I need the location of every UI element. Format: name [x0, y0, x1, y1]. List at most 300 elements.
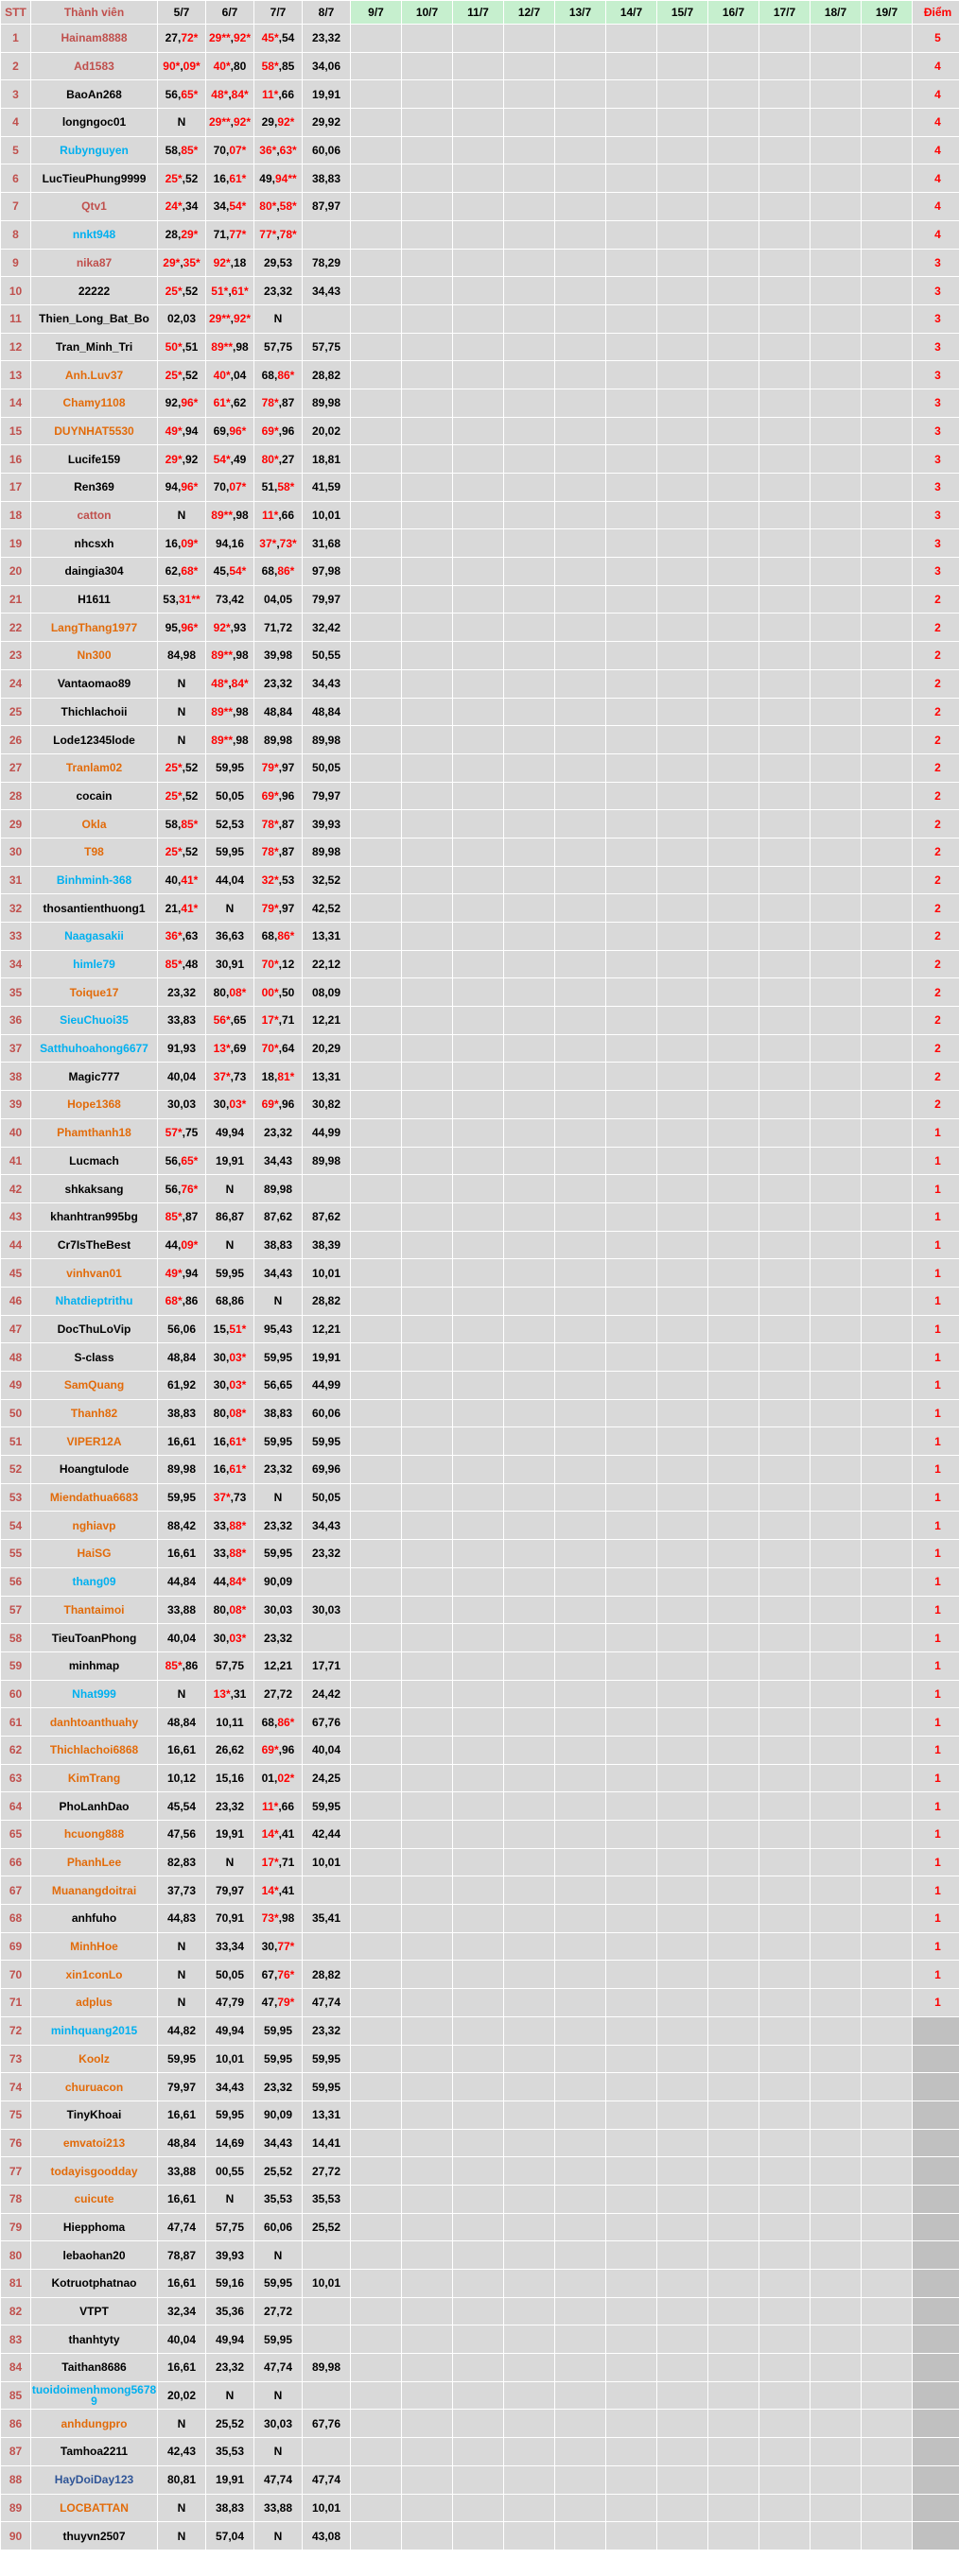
score-cell: 28,82 — [303, 361, 351, 389]
empty-cell — [759, 753, 811, 782]
score-cell: 59,95 — [254, 1343, 303, 1372]
empty-cell — [555, 1372, 606, 1400]
empty-cell — [504, 1063, 555, 1091]
score-cell: 14,69 — [206, 2129, 254, 2157]
empty-cell — [862, 1118, 913, 1147]
empty-cell — [555, 2381, 606, 2410]
empty-cell — [657, 698, 708, 726]
empty-cell — [606, 25, 657, 53]
table-row — [1, 1063, 959, 1091]
empty-cell — [504, 2522, 555, 2550]
score-cell: 89**,98 — [206, 501, 254, 529]
table-row — [1, 1202, 959, 1231]
empty-cell — [351, 249, 402, 277]
empty-cell — [555, 1091, 606, 1119]
empty-cell — [504, 1567, 555, 1596]
table-row — [1, 1091, 959, 1119]
points-cell: 2 — [913, 753, 959, 782]
score-cell: 59,95 — [254, 1427, 303, 1456]
empty-cell — [862, 2129, 913, 2157]
table-row — [1, 1512, 959, 1540]
score-cell: 90,09 — [254, 1567, 303, 1596]
empty-cell — [402, 2129, 453, 2157]
score-cell: 68,86* — [254, 923, 303, 951]
empty-cell — [351, 1259, 402, 1288]
score-cell: N — [158, 2410, 206, 2438]
empty-cell — [351, 2494, 402, 2522]
score-cell: 45*,54 — [254, 25, 303, 53]
header-date: 6/7 — [206, 1, 254, 25]
empty-cell — [555, 2410, 606, 2438]
score-cell: 47,74 — [303, 1989, 351, 2017]
empty-cell — [862, 2241, 913, 2270]
score-cell: 10,01 — [206, 2045, 254, 2073]
empty-cell — [453, 1876, 504, 1905]
empty-cell — [708, 1624, 759, 1652]
empty-cell — [657, 109, 708, 137]
score-cell: 85*,86 — [158, 1651, 206, 1680]
empty-cell — [453, 1708, 504, 1737]
score-cell: 23,32 — [158, 978, 206, 1007]
empty-cell — [351, 810, 402, 838]
empty-cell — [862, 80, 913, 109]
empty-cell — [555, 136, 606, 164]
score-cell: 59,95 — [303, 1427, 351, 1456]
empty-cell — [606, 52, 657, 80]
empty-cell — [606, 2157, 657, 2186]
table-row — [1, 1399, 959, 1427]
row-number: 28 — [1, 782, 31, 810]
empty-cell — [504, 1876, 555, 1905]
table-row — [1, 2354, 959, 2382]
empty-cell — [862, 1624, 913, 1652]
empty-cell — [708, 1512, 759, 1540]
score-cell: 38,39 — [303, 1231, 351, 1259]
score-cell: 34,43 — [254, 1259, 303, 1288]
score-cell: 10,11 — [206, 1708, 254, 1737]
empty-cell — [351, 1764, 402, 1792]
empty-cell — [504, 529, 555, 558]
score-cell: 10,01 — [303, 1848, 351, 1876]
table-row — [1, 1372, 959, 1400]
empty-cell — [606, 585, 657, 614]
empty-cell — [759, 333, 811, 361]
empty-cell — [351, 445, 402, 474]
table-row — [1, 1821, 959, 1849]
member-name: Thien_Long_Bat_Bo — [31, 304, 158, 333]
empty-cell — [606, 614, 657, 642]
empty-cell — [402, 333, 453, 361]
empty-cell — [759, 894, 811, 923]
empty-cell — [351, 1202, 402, 1231]
empty-cell — [453, 698, 504, 726]
empty-cell — [351, 1118, 402, 1147]
empty-cell — [555, 2297, 606, 2325]
table-row — [1, 1175, 959, 1203]
member-name: Tamhoa2211 — [31, 2438, 158, 2466]
empty-cell — [657, 1596, 708, 1624]
empty-cell — [351, 304, 402, 333]
empty-cell — [657, 25, 708, 53]
empty-cell — [402, 220, 453, 249]
score-cell: 40,04 — [158, 1624, 206, 1652]
empty-cell — [657, 1399, 708, 1427]
empty-cell — [708, 1567, 759, 1596]
empty-cell — [351, 2101, 402, 2129]
empty-cell — [811, 1483, 862, 1512]
empty-cell — [862, 2073, 913, 2101]
member-name: VTPT — [31, 2297, 158, 2325]
member-name: 22222 — [31, 277, 158, 305]
row-number: 7 — [1, 193, 31, 221]
empty-cell — [862, 2465, 913, 2494]
empty-cell — [606, 304, 657, 333]
empty-cell — [453, 2016, 504, 2045]
points-cell: 1 — [913, 1821, 959, 1849]
empty-cell — [862, 1091, 913, 1119]
empty-cell — [555, 698, 606, 726]
row-number: 5 — [1, 136, 31, 164]
empty-cell — [555, 109, 606, 137]
empty-cell — [504, 136, 555, 164]
score-cell: 88,42 — [158, 1512, 206, 1540]
header-row — [1, 1, 959, 25]
empty-cell — [759, 2129, 811, 2157]
empty-cell — [759, 417, 811, 445]
points-cell: 1 — [913, 1315, 959, 1343]
empty-cell — [657, 2297, 708, 2325]
empty-cell — [504, 1821, 555, 1849]
empty-cell — [555, 2270, 606, 2298]
empty-cell — [351, 558, 402, 586]
empty-cell — [657, 1456, 708, 1484]
empty-cell — [453, 1034, 504, 1063]
member-name: Cr7IsTheBest — [31, 1231, 158, 1259]
empty-cell — [811, 474, 862, 502]
empty-cell — [453, 1427, 504, 1456]
empty-cell — [555, 1932, 606, 1961]
table-row — [1, 585, 959, 614]
score-cell: 25,52 — [303, 2213, 351, 2241]
table-row — [1, 1231, 959, 1259]
empty-cell — [606, 361, 657, 389]
points-cell — [913, 2073, 959, 2101]
empty-cell — [657, 810, 708, 838]
empty-cell — [351, 1287, 402, 1315]
empty-cell — [402, 136, 453, 164]
row-number: 61 — [1, 1708, 31, 1737]
empty-cell — [453, 614, 504, 642]
empty-cell — [708, 501, 759, 529]
empty-cell — [402, 1624, 453, 1652]
empty-cell — [453, 1651, 504, 1680]
empty-cell — [351, 1848, 402, 1876]
score-cell: 78*,87 — [254, 389, 303, 417]
empty-cell — [351, 1821, 402, 1849]
empty-cell — [351, 501, 402, 529]
score-cell: 51*,61* — [206, 277, 254, 305]
member-name: Miendathua6683 — [31, 1483, 158, 1512]
score-cell: 48,84 — [254, 698, 303, 726]
empty-cell — [657, 2354, 708, 2382]
empty-cell — [657, 1876, 708, 1905]
score-cell: 89,98 — [303, 389, 351, 417]
empty-cell — [862, 52, 913, 80]
member-name: PhanhLee — [31, 1848, 158, 1876]
empty-cell — [708, 1848, 759, 1876]
score-cell: 19,91 — [206, 1147, 254, 1175]
score-cell: 85*,87 — [158, 1202, 206, 1231]
score-cell: 49*,94 — [158, 417, 206, 445]
points-cell: 3 — [913, 249, 959, 277]
empty-cell — [657, 2438, 708, 2466]
empty-cell — [657, 2101, 708, 2129]
empty-cell — [555, 361, 606, 389]
score-cell: N — [158, 109, 206, 137]
empty-cell — [402, 1540, 453, 1568]
empty-cell — [555, 164, 606, 193]
row-number: 58 — [1, 1624, 31, 1652]
empty-cell — [402, 304, 453, 333]
row-number: 76 — [1, 2129, 31, 2157]
empty-cell — [555, 417, 606, 445]
empty-cell — [759, 1764, 811, 1792]
empty-cell — [351, 642, 402, 670]
row-number: 36 — [1, 1007, 31, 1035]
row-number: 15 — [1, 417, 31, 445]
empty-cell — [453, 1680, 504, 1708]
row-number: 37 — [1, 1034, 31, 1063]
empty-cell — [657, 1231, 708, 1259]
score-cell: 38,83 — [303, 164, 351, 193]
empty-cell — [453, 1091, 504, 1119]
points-cell: 2 — [913, 1063, 959, 1091]
empty-cell — [504, 2494, 555, 2522]
empty-cell — [811, 2241, 862, 2270]
empty-cell — [555, 1512, 606, 1540]
points-cell: 2 — [913, 810, 959, 838]
empty-cell — [759, 2073, 811, 2101]
empty-cell — [811, 2185, 862, 2213]
table-row — [1, 1287, 959, 1315]
empty-cell — [351, 1708, 402, 1737]
empty-cell — [351, 2354, 402, 2382]
empty-cell — [708, 1315, 759, 1343]
row-number: 17 — [1, 474, 31, 502]
empty-cell — [657, 164, 708, 193]
empty-cell — [811, 782, 862, 810]
empty-cell — [811, 2045, 862, 2073]
score-cell: 50,05 — [303, 1483, 351, 1512]
empty-cell — [402, 753, 453, 782]
row-number: 19 — [1, 529, 31, 558]
score-cell: 56,65 — [254, 1372, 303, 1400]
score-cell: 57,75 — [206, 2213, 254, 2241]
member-name: nika87 — [31, 249, 158, 277]
score-cell: 30,03* — [206, 1624, 254, 1652]
empty-cell — [811, 25, 862, 53]
empty-cell — [811, 1372, 862, 1400]
row-number: 77 — [1, 2157, 31, 2186]
score-cell: 23,32 — [254, 1118, 303, 1147]
empty-cell — [657, 1821, 708, 1849]
empty-cell — [708, 950, 759, 978]
empty-cell — [555, 1848, 606, 1876]
score-cell: 10,01 — [303, 2270, 351, 2298]
empty-cell — [453, 838, 504, 866]
table-row — [1, 1905, 959, 1933]
empty-cell — [351, 2185, 402, 2213]
score-cell: 28,82 — [303, 1961, 351, 1989]
empty-cell — [862, 1512, 913, 1540]
score-cell: 33,88 — [254, 2494, 303, 2522]
table-row — [1, 333, 959, 361]
score-cell: 44,09* — [158, 1231, 206, 1259]
empty-cell — [759, 1876, 811, 1905]
empty-cell — [504, 1680, 555, 1708]
empty-cell — [657, 642, 708, 670]
points-cell: 1 — [913, 1287, 959, 1315]
score-cell: 21,41* — [158, 894, 206, 923]
score-cell: N — [206, 2381, 254, 2410]
row-number: 67 — [1, 1876, 31, 1905]
empty-cell — [759, 1848, 811, 1876]
row-number: 9 — [1, 249, 31, 277]
score-cell: 38,83 — [254, 1399, 303, 1427]
member-name: LucTieuPhung9999 — [31, 164, 158, 193]
empty-cell — [402, 2045, 453, 2073]
table-row — [1, 2381, 959, 2410]
score-cell: 12,21 — [303, 1007, 351, 1035]
score-cell: 30,03* — [206, 1343, 254, 1372]
member-name: Thichlachoii — [31, 698, 158, 726]
score-cell: 27,72 — [254, 2297, 303, 2325]
empty-cell — [606, 1175, 657, 1203]
empty-cell — [657, 894, 708, 923]
score-cell: 30,03 — [254, 2410, 303, 2438]
empty-cell — [862, 2185, 913, 2213]
score-cell: 39,93 — [206, 2241, 254, 2270]
empty-cell — [759, 1202, 811, 1231]
empty-cell — [657, 1372, 708, 1400]
points-cell — [913, 2465, 959, 2494]
table-row — [1, 2325, 959, 2354]
empty-cell — [862, 1175, 913, 1203]
empty-cell — [759, 2241, 811, 2270]
empty-cell — [351, 1343, 402, 1372]
empty-cell — [402, 726, 453, 754]
member-name: Satthuhoahong6677 — [31, 1034, 158, 1063]
score-cell: 78,87 — [158, 2241, 206, 2270]
empty-cell — [862, 894, 913, 923]
empty-cell — [555, 866, 606, 894]
table-row — [1, 1540, 959, 1568]
empty-cell — [708, 1989, 759, 2017]
member-name: Hainam8888 — [31, 25, 158, 53]
empty-cell — [453, 25, 504, 53]
empty-cell — [759, 304, 811, 333]
empty-cell — [606, 2325, 657, 2354]
empty-cell — [402, 52, 453, 80]
empty-cell — [351, 1427, 402, 1456]
score-cell: 47,79* — [254, 1989, 303, 2017]
empty-cell — [555, 2129, 606, 2157]
empty-cell — [504, 389, 555, 417]
empty-cell — [708, 2325, 759, 2354]
empty-cell — [862, 474, 913, 502]
table-row — [1, 838, 959, 866]
empty-cell — [453, 164, 504, 193]
score-cell: 16,61* — [206, 1456, 254, 1484]
empty-cell — [453, 782, 504, 810]
score-cell: N — [206, 894, 254, 923]
empty-cell — [453, 1456, 504, 1484]
empty-cell — [351, 669, 402, 698]
score-cell: 50,05 — [206, 1961, 254, 1989]
empty-cell — [811, 529, 862, 558]
empty-cell — [811, 1202, 862, 1231]
table-row — [1, 529, 959, 558]
empty-cell — [759, 2354, 811, 2382]
empty-cell — [606, 2241, 657, 2270]
row-number: 63 — [1, 1764, 31, 1792]
empty-cell — [504, 1287, 555, 1315]
empty-cell — [657, 1315, 708, 1343]
row-number: 42 — [1, 1175, 31, 1203]
empty-cell — [504, 193, 555, 221]
empty-cell — [708, 220, 759, 249]
empty-cell — [555, 1007, 606, 1035]
member-name: Nn300 — [31, 642, 158, 670]
score-cell: 49,94 — [206, 2016, 254, 2045]
empty-cell — [811, 1512, 862, 1540]
points-cell: 1 — [913, 1456, 959, 1484]
empty-cell — [759, 1231, 811, 1259]
empty-cell — [606, 2213, 657, 2241]
empty-cell — [504, 417, 555, 445]
empty-cell — [811, 445, 862, 474]
empty-cell — [759, 25, 811, 53]
empty-cell — [504, 501, 555, 529]
score-cell: 04,05 — [254, 585, 303, 614]
empty-cell — [402, 558, 453, 586]
empty-cell — [606, 1118, 657, 1147]
row-number: 18 — [1, 501, 31, 529]
empty-cell — [351, 1231, 402, 1259]
row-number: 88 — [1, 2465, 31, 2494]
points-cell: 1 — [913, 1876, 959, 1905]
empty-cell — [606, 277, 657, 305]
empty-cell — [504, 1792, 555, 1821]
empty-cell — [606, 1456, 657, 1484]
empty-cell — [657, 1007, 708, 1035]
empty-cell — [606, 501, 657, 529]
empty-cell — [862, 978, 913, 1007]
header-stt: STT — [1, 1, 31, 25]
empty-cell — [759, 1540, 811, 1568]
empty-cell — [606, 2522, 657, 2550]
points-cell: 1 — [913, 1147, 959, 1175]
member-name: LangThang1977 — [31, 614, 158, 642]
empty-cell — [351, 1680, 402, 1708]
empty-cell — [606, 417, 657, 445]
table-row — [1, 894, 959, 923]
points-cell — [913, 2045, 959, 2073]
score-cell: 59,95 — [254, 2016, 303, 2045]
empty-cell — [402, 2270, 453, 2298]
score-cell: 87,97 — [303, 193, 351, 221]
score-cell: 19,91 — [206, 1821, 254, 1849]
